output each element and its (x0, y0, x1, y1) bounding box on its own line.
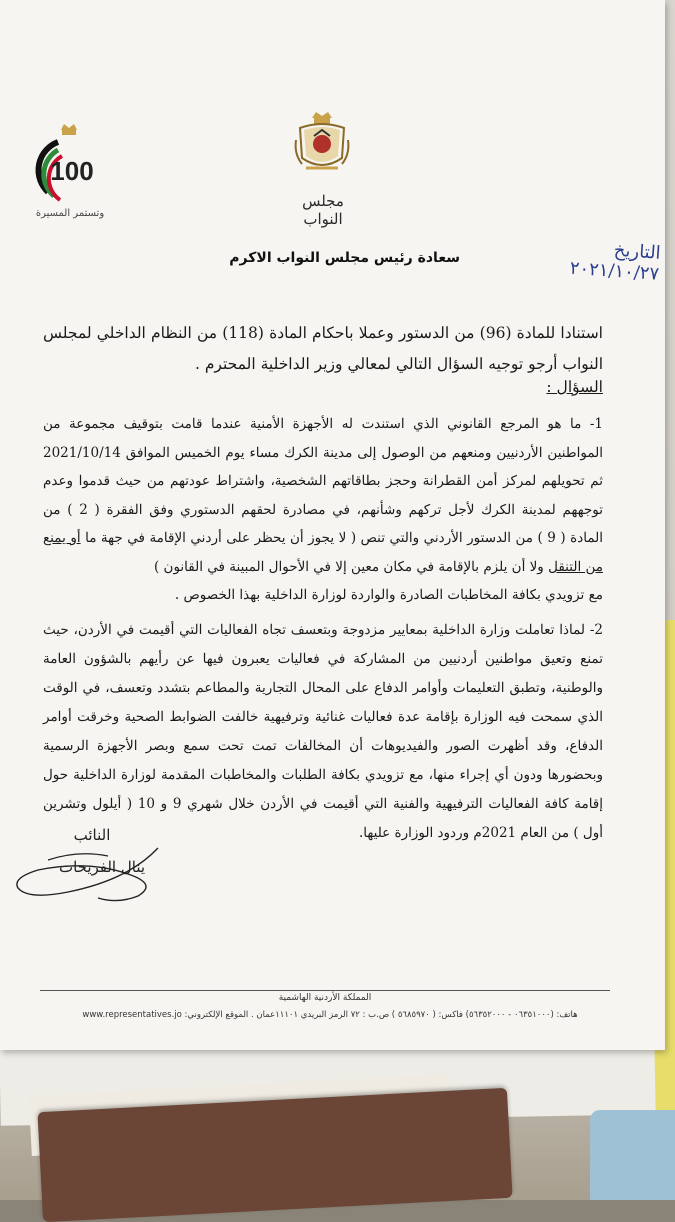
signature-title: النائب (73, 826, 111, 844)
centennial-100-logo-icon (28, 120, 110, 210)
footer-organization: المملكة الأردنية الهاشمية (278, 993, 372, 1003)
handwritten-date: التاريخ ٢٠٢١/١٠/٢٧ (569, 239, 662, 285)
seal-caption: مجلس النواب (302, 192, 344, 228)
logo-number: 100 (50, 156, 94, 186)
question-1-text-end: ولا أن يلزم بالإقامة في مكان معين إلا في الأحوال المبينة في القانون ) (153, 558, 549, 575)
parliament-seal-icon (292, 110, 352, 180)
question-1-text: 1- ما هو المرجع القانوني الذي استندت له الأجهزة الأمنية عندما قامت بتوقيف مجموعة من المواطنين الأردنيين ومنعهم من الوصول إلى مدينة الكرك مساء يوم الخميس الموافق 2021/10/14 ثم تحويلهم لمركز أمن القطرانة وحجز بطاقاتهم الشخصية، واشتراط عودتهم من حيث قدموا وعدم توجههم لمدينة الكرك لأجل تركهم وشأنهم، في مصادرة لحقهم الدستوري وفق الفقرة ( 2 ) من المادة ( 9 ) من الدستور الأردني والتي تنص ( لا يجوز أن يحظر على أردني الإقامة في جهة ما (43, 416, 603, 546)
question-1 (43, 410, 603, 610)
footer-contact-info: هاتف: (٠٦٣٥١٠٠٠ - ٥٦٣٥٢٠٠٠) فاكس: ( ٥٦٨٥٩٧٠ ) ص.ب : ٧٢ الرمز البريدي ١١١٠١عمان . الموقع الإلكتروني: www.representatives.jo (82, 1010, 578, 1020)
question-2: 2- لماذا تعاملت وزارة الداخلية بمعايير مزدوجة وبتعسف تجاه الفعاليات التي أقيمت في الأردن، حيث تمنع وتعيق مواطنين أردنيين من المشاركة في فعاليات يعبرون فيها عن رأيهم بالشؤون العامة والوطنية، وتطبق التعليمات وأوامر الدفاع على المحال التجارية والمطاعم بتشدد وتعسف، في الوقت الذي سمحت فيه الوزارة بإقامة عدة فعاليات غنائية وترفيهية خالفت الضوابط الصحية وخرقت أوامر الدفاع، وقد أظهرت الصور والفيديوهات أن المخالفات تمت تحت سمع وبصر الأجهزة الرسمية وبحضورها ودون أي إجراء منها، مع تزويدي بكافة الطلبات والمخاطبات المقدمة لوزارة الداخلية حول إقامة كافة الفعاليات الترفيهية والفنية التي أقيمت في الأردن خلال شهري 9 و 10 ( أيلول وتشرين أول ) من العام 2021م وردود الوزارة عليها. (43, 622, 604, 841)
question-1-request: مع تزويدي بكافة المخاطبات الصادرة والواردة لوزارة الداخلية بهذا الخصوص . (174, 587, 603, 603)
brown-notebook (37, 1088, 512, 1222)
question-1-underlined: أو يمنع من التنقل (43, 530, 603, 575)
question-heading: السؤال : (546, 378, 603, 396)
intro-paragraph: استنادا للمادة (96) من الدستور وعملا باحكام المادة (118) من النظام الداخلي لمجلس النواب أرجو توجيه السؤال التالي لمعالي وزير الداخلية المحترم . (43, 324, 603, 373)
footer-divider (40, 990, 610, 991)
logo-caption: وتستمر المسيرة (35, 208, 105, 219)
blue-object (590, 1110, 675, 1200)
signatory-name: ينال الفريحات (58, 858, 146, 876)
addressee: سعادة رئيس مجلس النواب الاكرم (229, 250, 460, 266)
